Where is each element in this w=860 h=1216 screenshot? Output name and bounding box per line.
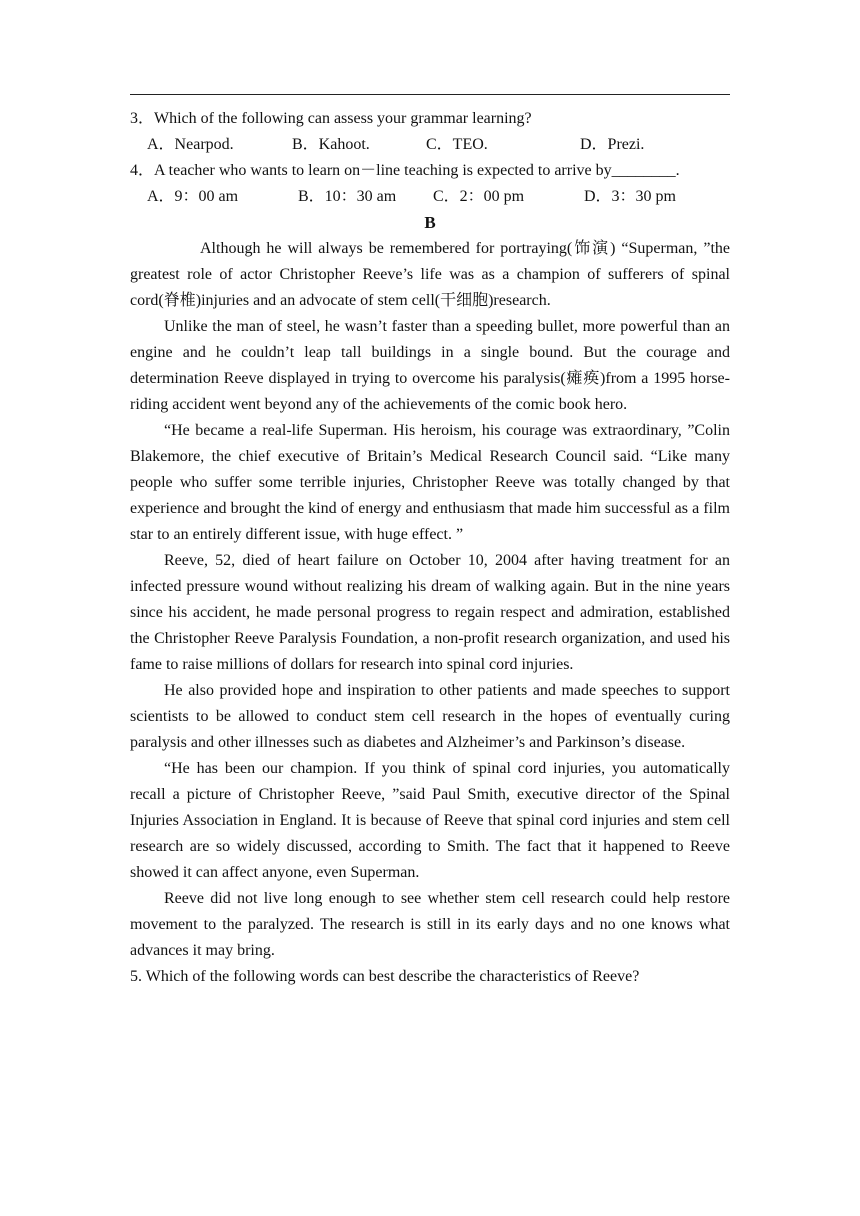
option-c: C．TEO. (426, 136, 488, 153)
question-4-options (147, 184, 730, 210)
header-rule (130, 94, 730, 95)
paragraph: Unlike the man of steel, he wasn’t faster than a speeding bullet, more powerful than an engine and he couldn’t leap tall buildings in a single bound. But the courage and determination Reeve displayed in trying to overcome his paralysis(瘫痪)from a 1995 horse-riding accident went beyond any of the achievements of the comic book hero. (130, 318, 730, 413)
option-c: C．2：00 pm (433, 188, 525, 205)
question-3-options (147, 132, 730, 158)
option-a: A．9：00 am (147, 188, 239, 205)
section-title: B (424, 213, 436, 232)
paragraph: “He has been our champion. If you think of spinal cord injuries, you automatically recall a picture of Christopher Reeve, ”said Paul Smith, executive director of the Spinal Injuries Association in England. It is because of Reeve that spinal cord injuries and stem cell research are so widely discussed, according to Smith. The fact that it happened to Reeve showed it can affect anyone, even Superman. (130, 760, 730, 881)
option-d: D．3：30 pm (584, 188, 677, 205)
option-d: D．Prezi. (580, 136, 645, 153)
paragraph: Reeve did not live long enough to see whether stem cell research could help restore movement to the paralyzed. The research is still in its early days and no one knows what advances it may bring. (130, 890, 730, 959)
document-body (130, 106, 730, 990)
option-b: B．Kahoot. (292, 136, 370, 153)
question-5: 5. Which of the following words can best describe the characteristics of Reeve? (130, 968, 640, 985)
paragraph: Although he will always be remembered for portraying(饰演) “Superman, ”the greatest role of actor Christopher Reeve’s life was as a champion of sufferers of spinal cord(脊椎)injuries and an advocate of stem cell(干细胞)research. (130, 240, 730, 309)
question-3: 3．Which of the following can assess your grammar learning? (130, 110, 532, 127)
paragraph: “He became a real-life Superman. His heroism, his courage was extraordinary, ”Colin Blakemore, the chief executive of Britain’s Medical Research Council said. “Like many people who suffer some terrible injuries, Christopher Reeve was totally changed by that experience and brought the kind of energy and enthusiasm that made him successful as a film star to an entirely different issue, with huge effect. ” (130, 422, 730, 543)
question-4: 4．A teacher who wants to learn on－line teaching is expected to arrive by________. (130, 162, 680, 179)
option-a: A．Nearpod. (147, 136, 234, 153)
paragraph: Reeve, 52, died of heart failure on October 10, 2004 after having treatment for an infected pressure wound without realizing his dream of walking again. But in the nine years since his accident, he made personal progress to regain respect and admiration, established the Christopher Reeve Paralysis Foundation, a non-profit research organization, and used his fame to raise millions of dollars for research into spinal cord injuries. (130, 552, 730, 673)
option-b: B．10：30 am (298, 188, 397, 205)
paragraph: He also provided hope and inspiration to other patients and made speeches to support scientists to be allowed to conduct stem cell research in the hopes of eventually curing paralysis and other illnesses such as diabetes and Alzheimer’s and Parkinson’s disease. (130, 682, 730, 751)
